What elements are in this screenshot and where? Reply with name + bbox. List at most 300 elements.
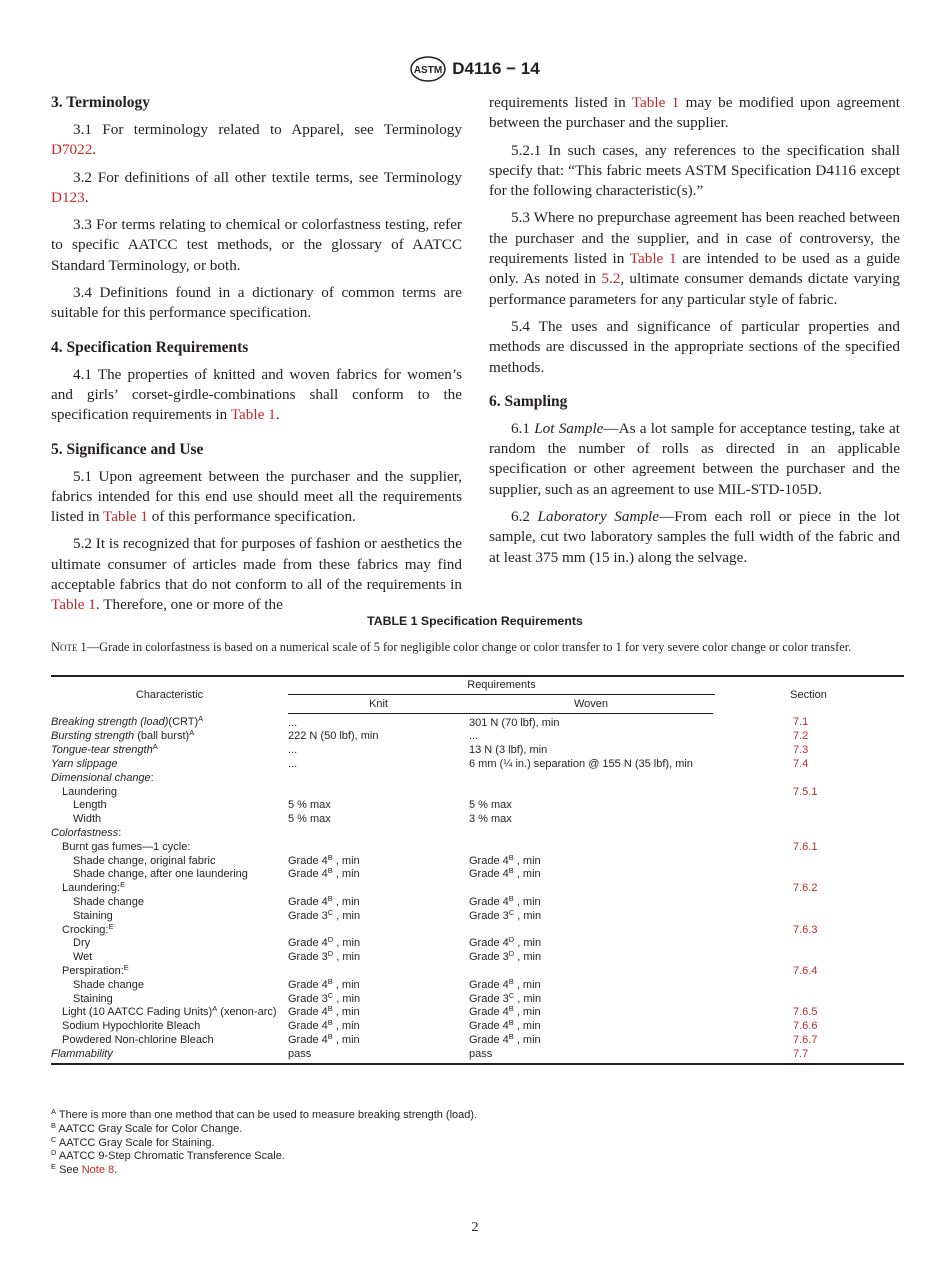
characteristic-cell (51, 868, 288, 882)
text-run: , min (332, 1020, 360, 1033)
knit-cell (288, 1006, 469, 1020)
table-row (51, 786, 904, 800)
document-designation: D4116 − 14 (452, 59, 540, 78)
text-run: , min (514, 937, 542, 950)
section-link[interactable]: 7.6.1 (793, 840, 818, 853)
footnote-marker: C (508, 990, 515, 1000)
text-run: Wet (73, 951, 93, 964)
knit-cell (288, 976, 469, 993)
text-run: Grade 4 (469, 937, 509, 950)
woven-cell (469, 893, 713, 910)
text-run: See (56, 1164, 82, 1177)
section-link[interactable]: 7.4 (793, 757, 809, 770)
text-run: , min (332, 1033, 360, 1046)
text-run: Yarn slippage (51, 757, 118, 770)
section-link[interactable]: 7.1 (793, 716, 809, 729)
footnote-marker: B (327, 1018, 333, 1028)
section-link[interactable]: 7.6.7 (793, 1033, 818, 1046)
section-heading (51, 440, 462, 460)
section-link[interactable]: 7.6.4 (793, 964, 818, 977)
characteristic-cell (51, 772, 288, 786)
woven-cell (469, 799, 713, 813)
footnote (51, 1150, 477, 1164)
text-run: pass (469, 1047, 493, 1060)
characteristic-cell (51, 993, 288, 1007)
table-row (51, 799, 904, 813)
text-run: Grade 3 (288, 992, 328, 1005)
text-run: Grade 4 (469, 868, 509, 881)
knit-cell (288, 1020, 469, 1034)
footnote-marker: B (327, 866, 333, 876)
knit-cell (288, 841, 469, 855)
text-run: : (150, 771, 154, 784)
woven-cell (469, 813, 713, 827)
note-label: Note 1 (51, 640, 87, 654)
text-run: 5.1 Upon agreement between the purchaser and the supplier, fabrics intended for this end use should meet all the requirements listed in (51, 467, 462, 526)
text-run: , min (513, 1033, 541, 1046)
table-title: TABLE 1 Specification Requirements (367, 614, 583, 628)
woven-cell (469, 1048, 713, 1064)
knit-cell (288, 827, 469, 841)
section-link[interactable]: 7.7 (713, 1048, 904, 1064)
text-run: (ball burst) (134, 730, 190, 743)
knit-cell (288, 924, 469, 938)
paragraph (489, 317, 900, 378)
table-row (51, 1006, 904, 1020)
text-run: Grade 4 (469, 854, 509, 867)
text-run: , min (514, 951, 542, 964)
text-run: Grade 4 (469, 1006, 509, 1019)
knit-cell (288, 965, 469, 979)
section-link[interactable]: 7.3 (793, 744, 809, 757)
text-run: Shade change, original fabric (73, 854, 216, 867)
woven-cell (469, 786, 713, 800)
paragraph (51, 283, 462, 324)
text-run: may be modified upon agreement between the purchaser and the supplier. (489, 94, 901, 132)
characteristic-cell (51, 921, 288, 938)
footnote-marker: B (508, 1018, 514, 1028)
woven-cell (469, 976, 713, 993)
footnote-marker: C (508, 907, 515, 917)
footnote-marker: A (51, 1107, 57, 1116)
text-run: Grade 4 (288, 854, 328, 867)
text-run: 5.4 The uses and significance of particular properties and methods are discussed in the appropriate sections of the specified methods. (489, 317, 900, 376)
section-link (713, 979, 904, 993)
characteristic-cell (51, 937, 288, 951)
woven-cell (469, 965, 713, 979)
paragraph (489, 507, 900, 568)
footnote-marker: A (189, 728, 195, 738)
knit-cell (288, 799, 469, 813)
table-row (51, 882, 904, 896)
knit-cell (288, 882, 469, 896)
text-run: Grade 3 (469, 992, 509, 1005)
cross-reference-link[interactable]: Table 1 (631, 94, 680, 111)
text-run: 222 N (50 lbf), min (288, 730, 379, 743)
woven-cell (469, 924, 713, 938)
text-run: of this performance specification. (147, 508, 356, 526)
knit-cell (288, 1031, 469, 1048)
characteristic-cell (51, 786, 288, 800)
text-run: , min (333, 909, 361, 922)
header-requirements: Requirements (288, 676, 713, 696)
text-run: 3.4 Definitions found in a dictionary of common terms are suitable for this performance specification. (51, 284, 462, 322)
knit-cell (288, 758, 469, 772)
section-link (713, 855, 904, 869)
woven-cell (469, 868, 713, 882)
left-text-column (51, 93, 462, 623)
woven-cell (469, 1006, 713, 1020)
footnote (51, 1120, 477, 1137)
text-run: ... (288, 757, 298, 770)
text-run: Grade 3 (288, 909, 328, 922)
footnote-marker: D (508, 935, 515, 945)
cross-reference-link[interactable]: Note 8 (81, 1164, 115, 1177)
footnote-marker: E (120, 880, 126, 890)
text-run: , min (513, 895, 541, 908)
woven-cell (469, 744, 713, 758)
text-run: Tongue-tear strength (51, 744, 153, 757)
text-run: 3.2 For definitions of all other textile terms, see Terminology (73, 168, 462, 186)
text-run: —As a lot sample for acceptance testing, take at random the number of rolls as directed in an applicable specification or other agreement between the purchaser and the supplier, such as an agreement to use MIL-STD-105D. (489, 419, 900, 498)
characteristic-cell (51, 979, 288, 993)
text-run: 5.2.1 In such cases, any references to the specification shall specify that: “This fabric meets ASTM Specification D4116 except for the following characteristic(s).” (489, 141, 900, 200)
footnote (51, 1109, 477, 1123)
knit-cell (288, 744, 469, 758)
text-run: , min (332, 895, 360, 908)
text-run: 6 mm (¼ in.) separation @ 155 N (35 lbf), min (469, 757, 693, 770)
text-run: Shade change (73, 895, 144, 908)
text-run: , min (513, 1006, 541, 1019)
text-run: 5.2 It is recognized that for purposes of fashion or aesthetics the ultimate consumer of articles made from these fabrics may find acceptable fabrics that do not conform to all of the requirements in (51, 535, 462, 594)
characteristic-cell (51, 1020, 288, 1034)
footnote-marker: B (327, 976, 333, 986)
woven-cell (469, 882, 713, 896)
footnote-marker: A (152, 742, 158, 752)
text-run: requirements listed in (489, 94, 632, 111)
woven-cell (469, 841, 713, 855)
cross-reference-link[interactable]: D7022 (51, 141, 93, 159)
woven-cell (469, 990, 713, 1007)
knit-cell (288, 713, 469, 730)
cross-reference-link[interactable]: Table 1 (103, 508, 148, 526)
characteristic-cell (51, 827, 288, 841)
text-run: Grade 4 (288, 895, 328, 908)
woven-cell (469, 1031, 713, 1048)
woven-cell (469, 907, 713, 924)
text-run: . (114, 1164, 118, 1177)
cross-reference-link[interactable]: Table 1 (51, 596, 96, 614)
text-run: , ultimate consumer demands dictate varying performance parameters for any particular style of fabric. (489, 270, 900, 308)
table-note (51, 640, 904, 655)
table-row (51, 1020, 904, 1034)
header-knit: Knit (288, 696, 469, 713)
text-run: Lot Sample (534, 419, 604, 437)
right-text-column (489, 93, 900, 575)
text-run: 6. Sampling (489, 392, 568, 410)
footnote-marker: D (327, 935, 334, 945)
text-run: Grade 4 (469, 895, 509, 908)
table-row (51, 730, 904, 744)
table-row (51, 937, 904, 951)
knit-cell (288, 730, 469, 744)
text-run: , min (332, 868, 360, 881)
characteristic-cell (51, 713, 288, 730)
section-link (713, 951, 904, 965)
text-run: 5 % max (288, 813, 331, 826)
text-run: , min (513, 978, 541, 991)
svg-text:ASTM: ASTM (414, 65, 443, 76)
note-text: —Grade in colorfastness is based on a numerical scale of 5 for negligible color change or color transfer to 1 for very severe color change or color transfer. (86, 640, 852, 654)
paragraph (489, 93, 900, 134)
woven-cell (469, 730, 713, 744)
footnote-marker: D (327, 949, 334, 959)
text-run: pass (288, 1047, 312, 1060)
characteristic-cell (51, 855, 288, 869)
section-link (713, 868, 904, 882)
paragraph (51, 120, 462, 161)
header-characteristic: Characteristic (51, 676, 288, 713)
footnote-marker: E (123, 962, 129, 972)
table-row (51, 813, 904, 827)
footnote-marker: B (508, 976, 514, 986)
text-run: , min (514, 909, 542, 922)
text-run: Grade 4 (288, 868, 328, 881)
text-run: Staining (73, 992, 113, 1005)
footnote-marker: C (327, 990, 334, 1000)
characteristic-cell (51, 730, 288, 744)
text-run: 3.1 For terminology related to Apparel, see Terminology (73, 121, 462, 138)
text-run: Dimensional change (51, 771, 151, 784)
woven-cell (469, 937, 713, 951)
specification-table (51, 675, 904, 1065)
text-run: , min (513, 1020, 541, 1033)
text-run: Grade 4 (469, 1033, 509, 1046)
text-run: 5 % max (288, 799, 331, 812)
cross-reference-link[interactable]: 5.2 (601, 270, 621, 288)
knit-cell (288, 907, 469, 924)
footnote (51, 1164, 477, 1178)
footnote (51, 1134, 477, 1151)
table-row (51, 841, 904, 855)
text-run: 6.1 (511, 419, 535, 437)
table-row (51, 868, 904, 882)
text-run: , min (333, 937, 361, 950)
table-row (51, 993, 904, 1007)
section-link (713, 993, 904, 1007)
footnote-marker: E (108, 921, 114, 931)
paragraph (489, 141, 900, 202)
paragraph (489, 208, 900, 309)
table-row (51, 979, 904, 993)
text-run: 6.2 (511, 508, 538, 526)
text-run: 5. Significance and Use (51, 440, 204, 458)
text-run: Grade 4 (288, 1006, 328, 1019)
section-link (713, 827, 904, 841)
text-run: . Therefore, one or more of the (95, 596, 283, 614)
knit-cell (288, 868, 469, 882)
text-run: Length (73, 799, 107, 812)
text-run: Flammability (51, 1047, 113, 1060)
footnote-marker: E (51, 1162, 57, 1172)
footnote-marker: B (51, 1120, 57, 1130)
footnote-marker: A (212, 1004, 218, 1014)
footnote-marker: D (508, 949, 515, 959)
text-run: ... (288, 744, 298, 757)
page-header (0, 56, 950, 82)
knit-cell (288, 937, 469, 951)
table-footnotes (51, 1109, 477, 1178)
text-run: There is more than one method that can be used to measure breaking strength (load). (56, 1109, 478, 1121)
paragraph (51, 215, 462, 276)
table-row (51, 951, 904, 965)
text-run: (xenon-arc) (217, 1006, 277, 1019)
section-heading (489, 392, 900, 412)
text-run: , min (332, 978, 360, 991)
footnote-marker: B (508, 893, 514, 903)
characteristic-cell (51, 882, 288, 896)
section-link (713, 813, 904, 827)
characteristic-cell (51, 951, 288, 965)
header-woven: Woven (469, 696, 713, 713)
section-heading (51, 93, 462, 113)
footnote-marker: B (508, 866, 514, 876)
characteristic-cell (51, 744, 288, 758)
characteristic-cell (51, 896, 288, 910)
knit-cell (288, 852, 469, 869)
text-run: Burnt gas fumes—1 cycle: (62, 840, 191, 853)
knit-cell (288, 990, 469, 1007)
section-link[interactable]: 7.5.1 (793, 785, 818, 798)
text-run: , min (332, 1006, 360, 1019)
table-row (51, 827, 904, 841)
characteristic-cell (51, 910, 288, 924)
text-run: 4.1 The properties of knitted and woven fabrics for women’s and girls’ corset-girdle-combinations shall conform to the specification requirements in (51, 365, 462, 424)
text-run: , min (333, 992, 361, 1005)
text-run: Grade 4 (288, 1020, 328, 1033)
text-run: : (118, 826, 122, 839)
text-run: Colorfastness (51, 826, 119, 839)
knit-cell (288, 893, 469, 910)
page-number: 2 (471, 1220, 479, 1235)
text-run: . (92, 141, 97, 159)
header-section: Section (713, 676, 904, 713)
footnote-marker: B (508, 1031, 514, 1041)
table-row (51, 965, 904, 979)
footnote-marker: B (508, 1004, 514, 1014)
cross-reference-link[interactable]: Table 1 (230, 406, 276, 424)
text-run: . (84, 188, 89, 206)
characteristic-cell (51, 1006, 288, 1020)
section-link[interactable]: 7.6.2 (793, 882, 818, 895)
table-row (51, 1034, 904, 1048)
characteristic-cell (51, 758, 288, 772)
knit-cell (288, 813, 469, 827)
text-run: ... (469, 730, 479, 743)
text-run: , min (514, 992, 542, 1005)
text-run: ... (288, 716, 298, 729)
text-run: AATCC 9-Step Chromatic Transference Scale. (56, 1150, 285, 1163)
section-link (713, 910, 904, 924)
text-run: 5.3 Where no prepurchase agreement has been reached between the purchaser and the supplier, and in case of controversy, the requirements listed in (489, 209, 900, 268)
text-run: Laboratory Sample (537, 508, 660, 526)
footnote-marker: C (327, 907, 334, 917)
table-row (51, 896, 904, 910)
text-run: —From each roll or piece in the lot sample, cut two laboratory samples the full width of the fabric and at least 375 mm (15 in.) along the selvage. (489, 508, 901, 566)
text-run: , min (513, 868, 541, 881)
section-link (713, 772, 904, 786)
woven-cell (469, 852, 713, 869)
paragraph (51, 467, 462, 528)
text-run: Bursting strength (51, 730, 135, 743)
text-run: . (275, 406, 280, 424)
footnote-marker: B (327, 852, 333, 862)
footnote-marker: D (51, 1148, 57, 1158)
section-link[interactable]: 7.6.6 (793, 1020, 818, 1033)
paragraph (489, 419, 900, 500)
text-run: 13 N (3 lbf), min (469, 744, 548, 757)
text-run: Light (10 AATCC Fading Units) (62, 1006, 213, 1019)
footnote-marker: B (327, 1031, 333, 1041)
text-run: Staining (73, 909, 113, 922)
text-run: Grade 4 (288, 978, 328, 991)
footnote-marker: C (51, 1134, 57, 1144)
text-run: , min (333, 951, 361, 964)
text-run: 3 % max (469, 813, 512, 826)
woven-cell (469, 827, 713, 841)
paragraph (51, 365, 462, 426)
woven-cell (469, 713, 713, 730)
text-run: Dry (73, 937, 91, 950)
table-row (51, 910, 904, 924)
text-run: (CRT) (168, 716, 199, 729)
section-link[interactable]: 7.6.5 (793, 1006, 818, 1019)
characteristic-cell (51, 1034, 288, 1048)
text-run: Crocking: (62, 923, 109, 936)
text-run: Grade 4 (469, 978, 509, 991)
footnote-marker: B (327, 893, 333, 903)
text-run: 4. Specification Requirements (51, 338, 249, 356)
knit-cell (288, 951, 469, 965)
text-run: Laundering (62, 785, 118, 798)
section-link[interactable]: 7.2 (793, 730, 809, 743)
text-run: Grade 3 (469, 951, 509, 964)
table-row (51, 713, 904, 730)
table-row (51, 855, 904, 869)
section-link (713, 799, 904, 813)
paragraph (51, 168, 462, 209)
paragraph (51, 534, 462, 615)
text-run: Grade 4 (469, 1020, 509, 1033)
text-run: Grade 4 (288, 1033, 328, 1046)
knit-cell (288, 1048, 469, 1064)
section-link[interactable]: 7.6.3 (793, 923, 818, 936)
table-row (51, 924, 904, 938)
text-run: Perspiration: (62, 964, 124, 977)
cross-reference-link[interactable]: D123 (51, 188, 85, 206)
text-run: 301 N (70 lbf), min (469, 716, 560, 729)
section-link (713, 937, 904, 951)
text-run: Laundering: (62, 882, 121, 895)
table-row (51, 772, 904, 786)
woven-cell (469, 758, 713, 772)
footnote-marker: B (327, 1004, 333, 1014)
section-heading (51, 338, 462, 358)
astm-logo-icon (410, 56, 446, 82)
text-run: , min (332, 854, 360, 867)
cross-reference-link[interactable]: Table 1 (629, 250, 677, 268)
knit-cell (288, 772, 469, 786)
